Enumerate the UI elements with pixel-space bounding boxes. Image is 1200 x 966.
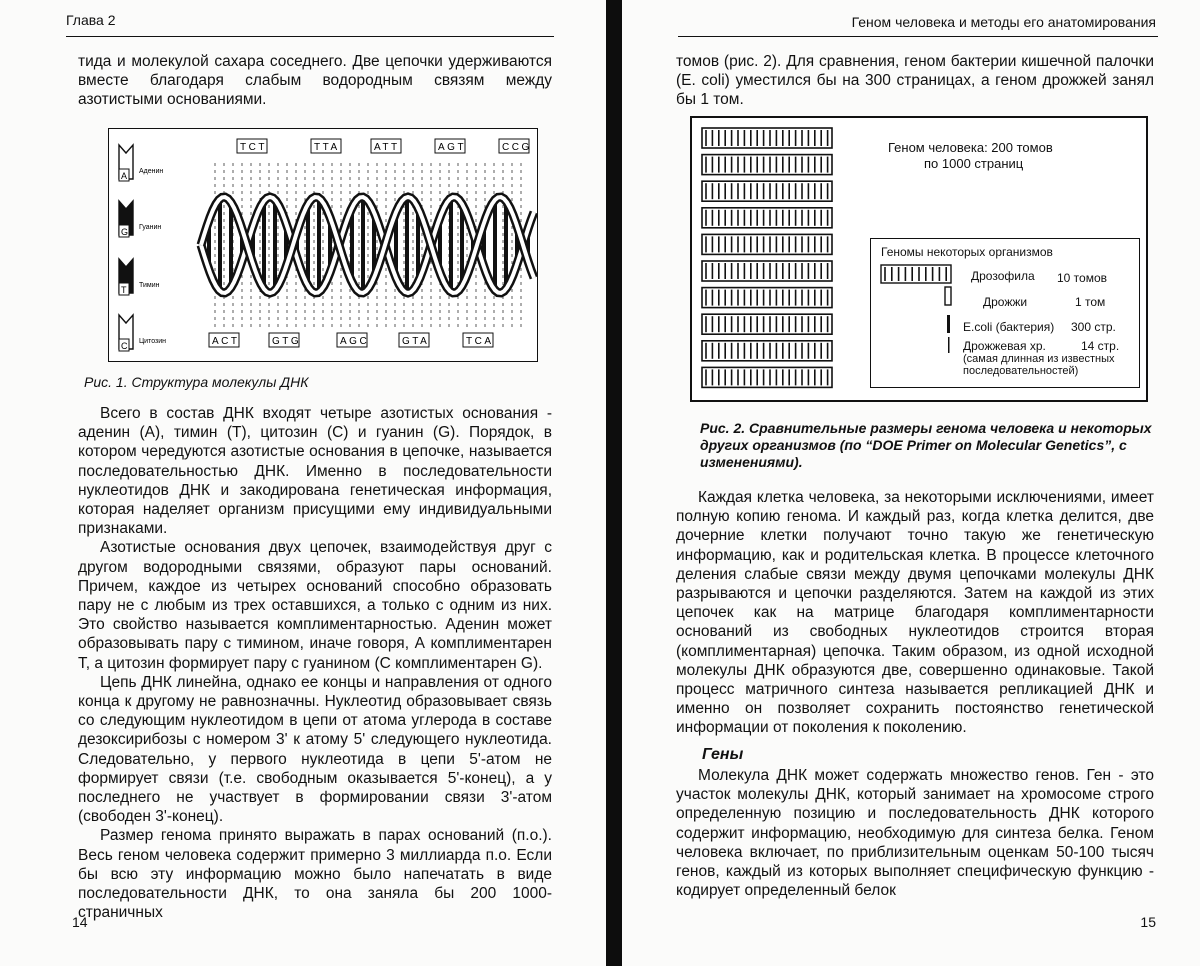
figure-2-caption: Рис. 2. Сравнительные размеры генома человека и некоторых других организмов (по “DOE Primer on Molecular Genetics”, с изменениями). [700,420,1152,470]
yeast-note-line-1: (самая длинная из известных [963,353,1115,365]
legend-item [119,145,163,181]
book-spine [606,0,622,966]
book-row [702,155,832,175]
organism-name-yeast-chromosome: Дрожжевая хр. [963,339,1046,353]
paragraph: Размер генома принято выражать в парах оснований (п.о.). Весь геном человека содержит примерно 3 миллиарда п.о. Если бы всю эту информацию можно было напечатать в виде последовательности ДНК, то она заняла бы 200 1000-страничных [78,827,552,922]
paragraph: Молекула ДНК может содержать множество генов. Ген - это участок молекулы ДНК, который занимает на хромосоме строго определенную позицию и последовательность ДНК которого содержит информацию, необходимую для синтеза белка. Геном человека включает, по приблизительным оценкам 50-100 тысяч генов, каждый из которых выполняет специфическую функцию - кодирует определенный белок [676,767,1154,900]
bottom-base-triplet [337,333,369,347]
legend-label: Цитозин [139,338,167,345]
bottom-base-triplet [209,333,240,347]
book-row [702,341,832,361]
organism-name-yeast: Дрожжи [983,295,1028,309]
genome-size-figure [690,116,1148,402]
human-genome-label-pages: по 1000 страниц [924,156,1024,171]
base-letter: A [121,171,128,181]
triplet-letters: CCG [502,142,532,153]
paragraph: Азотистые основания двух цепочек, взаимодействуя друг с другом водородными связями, образуют пары оснований. Причем, каждое из четырех оснований способно образовать пару не с любым из трех оставшихся, а только с одним из них. Это свойство называется комплиментарностью. Аденин может образовывать пару с тимином, иначе говоря, А комплиментарен Т, а цитозин формирует пару с гуанином (С комплиментарен G). [78,539,552,672]
drosophila-books [881,265,951,283]
organism-size-ecoli: 300 стр. [1071,320,1116,334]
book-shelf [702,128,832,148]
book-shelf [702,155,832,175]
header-rule [66,36,554,37]
left-body-text [78,404,552,922]
running-head-right: Геном человека и методы его анатомирования [851,14,1156,30]
genes-section-text [676,766,1154,900]
paragraph: Всего в состав ДНК входят четыре азотистых основания - аденин (А), тимин (Т), цитозин (С) и гуанин (G). Порядок, в котором чередуются азотистые основания в цепочке, называется последовательностью ДНК. Именно в последовательности нуклеотидов ДНК и закодирована генетическая информация, которая наделяет организм присущими ему индивидуальными признаками. [78,405,552,538]
page-number-right: 15 [1140,914,1156,930]
legend-label: Тимин [139,282,160,289]
book-shelf [702,314,832,334]
legend-label: Гуанин [139,224,162,231]
right-page [622,0,1200,966]
yeast-note-line-2: последовательностей) [963,365,1079,377]
organism-size-drosophila: 10 томов [1057,271,1108,285]
base-letter: G [121,227,129,237]
right-intro-text [676,52,1154,110]
right-intro-paragraph: томов (рис. 2). Для сравнения, геном бактерии кишечной палочки (E. coli) уместился бы на 300 страницах, а геном дрожжей занял бы 1 том. [676,53,1154,109]
book-row [702,367,832,387]
triplet-letters: GTG [272,336,302,347]
triplet-letters: AGT [438,142,467,153]
yeast-book [945,287,951,305]
book-shelf [702,367,832,387]
top-base-triplet [237,139,267,153]
triplet-letters: TTA [314,142,340,153]
header-rule [678,36,1158,37]
triplet-letters: GTA [402,336,430,347]
book-row [702,314,832,334]
legend-item [119,201,161,237]
book-row [702,234,832,254]
yeast-chromosome-book [948,337,950,353]
organism-name-ecoli: E.coli (бактерия) [963,320,1055,334]
left-intro-text [78,52,552,110]
top-base-triplet [311,139,341,153]
figure-1-caption: Рис. 1. Структура молекулы ДНК [84,374,309,390]
triplet-letters: AGC [340,336,370,347]
base-letter: T [121,285,127,295]
bottom-base-triplet [399,333,429,347]
top-base-triplet [499,139,532,153]
triplet-letters: ATT [374,142,400,153]
book-row [702,261,832,281]
left-intro-paragraph: тида и молекулой сахара соседнего. Две цепочки удерживаются вместе благодаря слабым водородным связям между азотистыми основаниями. [78,53,552,109]
triplet-letters: TCT [240,142,267,153]
organism-size-yeast-chromosome: 14 стр. [1081,339,1120,353]
book-shelf [702,181,832,201]
paragraph: Каждая клетка человека, за некоторыми исключениями, имеет полную копию генома. И каждый раз, когда клетка делится, две дочерние клетки получают точно такую же генетическую информацию, как и родительская клетка. В процессе клеточного деления слабые связи между двумя цепочками молекулы ДНК разрываются и цепочки разделяются. Затем на каждой из этих цепочек как на матрице благодаря комплиментарности оснований из свободных нуклеотидов строится вторая (комплиментарная) цепочка. Таким образом, из одной исходной молекулы ДНК образуются две, совершенно одинаковые. Такой процесс матричного синтеза называется репликацией ДНК и именно он позволяет сохранить постоянство генетической информации от поколения к поколению. [676,489,1154,737]
bottom-base-triplet [269,333,301,347]
book-row [702,128,832,148]
dna-helix-illustration [109,129,537,361]
book-row [702,181,832,201]
organism-size-yeast: 1 том [1075,295,1106,309]
page-number-left: 14 [72,914,88,930]
triplet-letters: ACT [212,336,240,347]
organisms-inset [870,238,1140,388]
book-shelf [702,261,832,281]
book-row [702,288,832,308]
right-body-text [676,488,1154,738]
legend-label: Аденин [139,168,164,175]
paragraph: Цепь ДНК линейна, однако ее концы и направления от одного конца к другому не равнозначны. Нуклеотид образовывает связь со следующим нуклеотидом в цепи от атома углерода в составе дезоксирибозы с номером 3' к атому 5' следующего нуклеотида. Следовательно, у первого нуклеотида в цепи 5'-атом не формирует связи (т.е. свободным оказывается 5'-конец), а у последнего не участвует в формировании связи 3'-атом (свободен 3'-конец). [78,673,552,826]
legend-item [119,259,160,295]
section-heading-genes: Гены [702,746,744,763]
book-shelf [702,288,832,308]
organism-name-drosophila: Дрозофила [971,269,1035,283]
book-shelf [702,234,832,254]
inset-title: Геномы некоторых организмов [881,245,1053,259]
top-base-triplet [371,139,401,153]
base-letter: C [121,341,128,351]
bottom-base-triplet [463,333,494,347]
ecoli-book [947,315,950,333]
triplet-letters: TCA [466,336,494,347]
legend-item [119,315,166,351]
running-head-left: Глава 2 [66,12,116,28]
book-shelf [702,208,832,228]
human-genome-label: Геном человека: 200 томов [888,140,1053,155]
book-shelf [702,341,832,361]
dna-structure-figure [108,128,538,362]
top-base-triplet [435,139,466,153]
book-row [702,208,832,228]
